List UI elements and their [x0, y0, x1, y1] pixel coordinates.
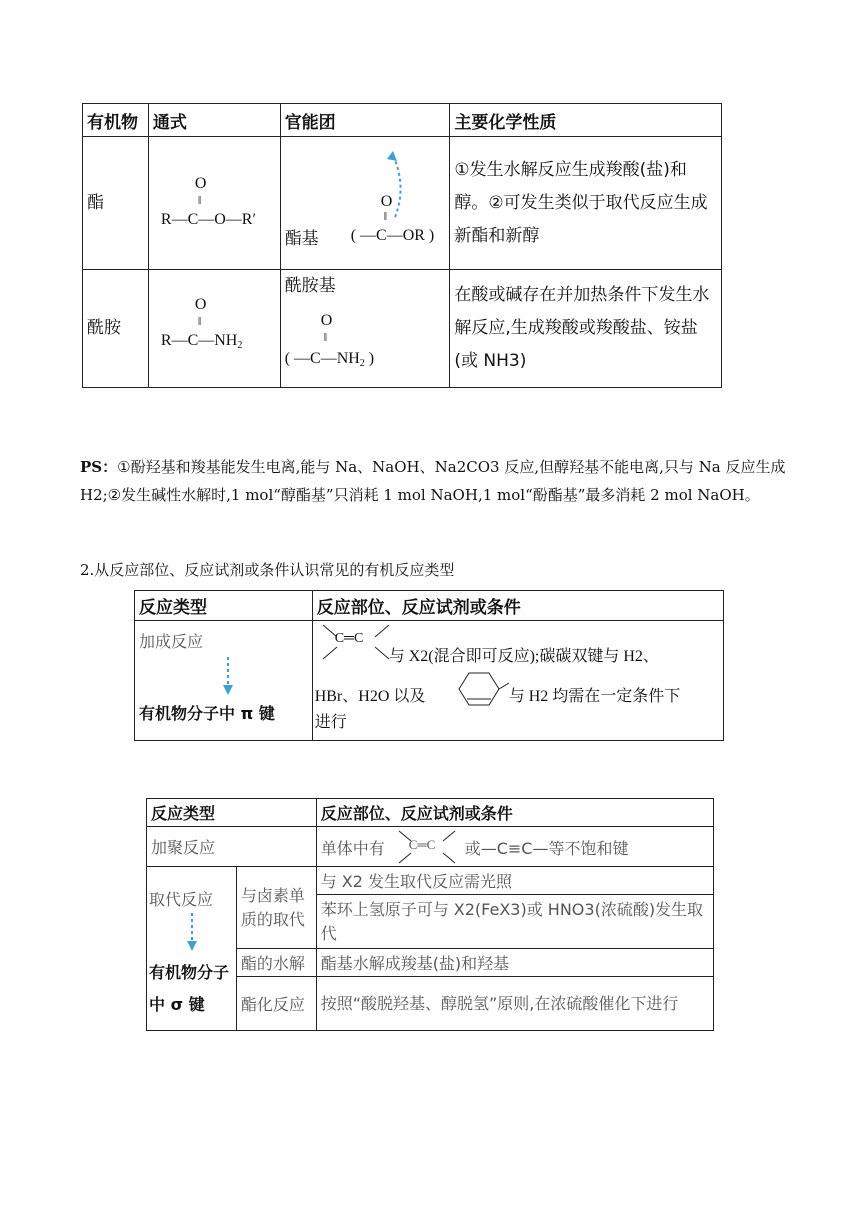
amide-formula [148, 270, 280, 388]
section-2-heading: 2.从反应部位、反应试剂或条件认识常见的有机反应类型 [80, 561, 455, 579]
double-bond-mark: ‖ [197, 193, 202, 207]
t3-hydrolysis: 酯的水解 [236, 949, 316, 977]
ps-note [80, 453, 786, 509]
t3-poly-cell [316, 827, 713, 867]
t3-poly-a: 单体中有 [320, 839, 385, 858]
ester-group-label: 酯基 [284, 229, 319, 249]
amide-group-o: O [320, 312, 333, 329]
double-bond-mark: ‖ [383, 209, 388, 223]
ps-lead: PS： [80, 458, 118, 476]
amide-formula-text: R—C—NH [160, 332, 238, 349]
ester-formula [148, 137, 280, 270]
down-arrow-icon [185, 913, 199, 953]
t2-line3: 进行 [314, 714, 347, 731]
ester-formula-o: O [194, 175, 207, 192]
t3-esterif-r: 按照“酸脱羟基、醇脱氢”原则,在浓硫酸催化下进行 [316, 977, 713, 1031]
ester-group-o: O [380, 193, 393, 210]
t3-hydrolysis-r: 酯基水解成羧基(盐)和羟基 [316, 949, 713, 977]
t3-poly-alkene: C═C [408, 837, 436, 852]
t3-halogen-r2: 苯环上氢原子可与 X2(FeX3)或 HNO3(浓硫酸)发生取代 [316, 895, 713, 949]
ester-group-line: ( —C—OR ) [350, 227, 435, 244]
t2-line2b: 与 H2 均需在一定条件下 [508, 688, 681, 705]
t3-halogen: 与卤素单质的取代 [236, 867, 316, 949]
substitution-reaction-table [146, 798, 714, 1031]
amide-formula-sub: 2 [237, 340, 243, 351]
organic-compounds-table [82, 103, 722, 388]
t2-header-conditions: 反应部位、反应试剂或条件 [312, 591, 723, 621]
amide-formula-o: O [194, 296, 207, 313]
double-bond-mark: ‖ [323, 330, 328, 344]
t2-type-top: 加成反应 [139, 632, 204, 651]
benzene-ring-icon [449, 669, 509, 709]
amide-group-text: ( —C—NH [284, 350, 360, 367]
t3-header-type: 反应类型 [147, 799, 317, 827]
t3-poly-b: 或—C≡C—等不饱和键 [464, 839, 629, 858]
t3-halogen-r1: 与 X2 发生取代反应需光照 [316, 867, 713, 895]
double-bond-mark: ‖ [197, 314, 202, 328]
amide-formula-line [161, 332, 242, 351]
t2-type-cell [135, 621, 313, 741]
header-properties: 主要化学性质 [450, 104, 722, 137]
amide-group-sub: 2 [359, 358, 365, 369]
ester-formula-line: R—C—O—R′ [160, 211, 256, 228]
ester-name: 酯 [83, 137, 149, 270]
addition-reaction-table [134, 590, 724, 741]
t3-sub-type-cell [147, 867, 237, 1031]
t2-alkene: C═C [334, 631, 364, 646]
t2-line2a: HBr、H2O 以及 [314, 688, 426, 705]
header-compound: 有机物 [83, 104, 149, 137]
amide-group-line [285, 350, 374, 369]
amide-group [280, 270, 450, 388]
t2-header-type: 反应类型 [135, 591, 313, 621]
t3-header-conditions: 反应部位、反应试剂或条件 [316, 799, 713, 827]
ps-text: ①酚羟基和羧基能发生电离,能与 Na、NaOH、Na2CO3 反应,但醇羟基不能电离,只与 Na 反应生成 H2;②发生碱性水解时,1 mol“醇酯基”只消耗 1 mol NaOH,1 mol“酚酯基”最多消耗 2 mol NaOH。 [80, 458, 786, 504]
header-formula: 通式 [148, 104, 280, 137]
amide-group-end: ) [364, 350, 375, 367]
header-functional-group: 官能团 [280, 104, 450, 137]
t2-line1: 与 X2(混合即可反应);碳碳双键与 H2、 [388, 648, 659, 665]
t3-poly-type: 加聚反应 [147, 827, 317, 867]
amide-name: 酰胺 [83, 270, 149, 388]
ester-group [280, 137, 450, 270]
t3-sub-type-top: 取代反应 [149, 890, 214, 909]
t2-type-bottom: 有机物分子中 π 键 [139, 704, 275, 723]
amide-group-label: 酰胺基 [284, 276, 336, 296]
ester-properties: ①发生水解反应生成羧酸(盐)和醇。②可发生类似于取代反应生成新酯和新醇 [450, 137, 722, 270]
t3-esterif: 酯化反应 [236, 977, 316, 1031]
down-arrow-icon [221, 657, 235, 697]
t2-conditions-cell [312, 621, 723, 741]
t3-sub-type-bottom: 有机物分子中 σ 键 [149, 963, 230, 1014]
amide-properties: 在酸或碱存在并加热条件下发生水解反应,生成羧酸或羧酸盐、铵盐(或 NH3) [450, 270, 722, 388]
